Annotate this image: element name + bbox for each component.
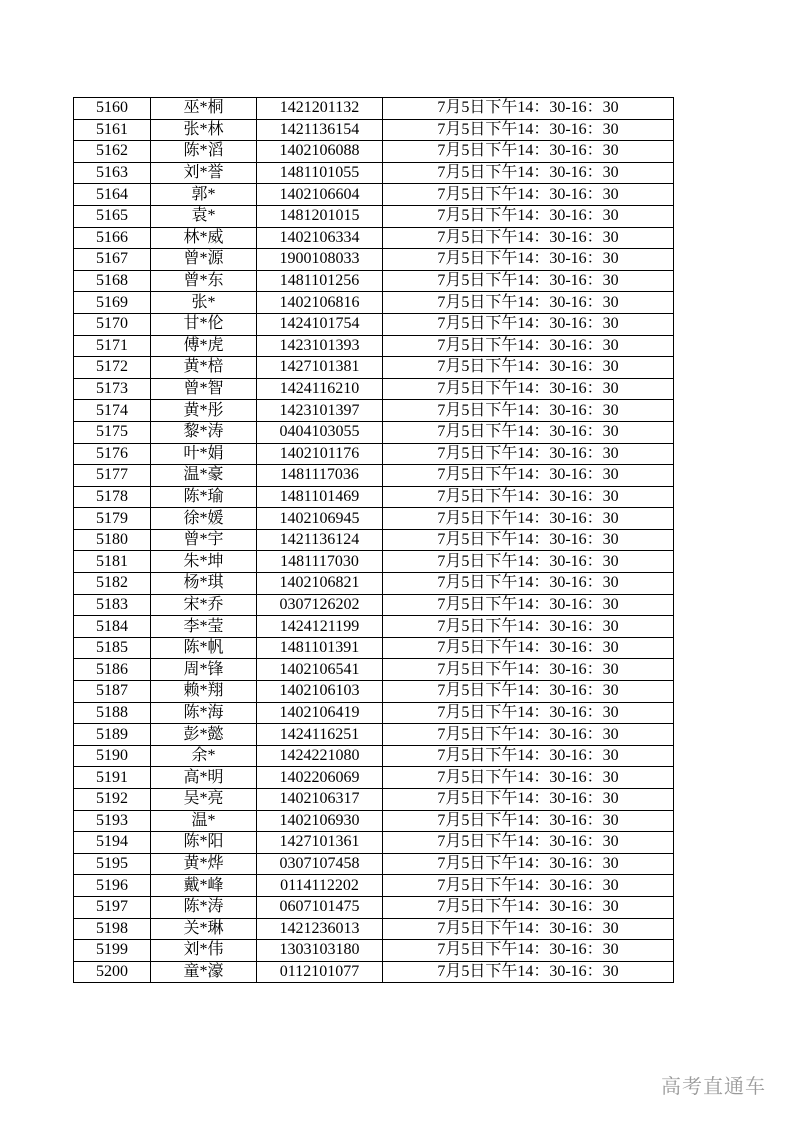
name-cell: 宋*乔 <box>151 594 257 616</box>
id-cell: 1421136154 <box>257 119 383 141</box>
name-cell: 陈*帆 <box>151 637 257 659</box>
id-cell: 1421136124 <box>257 529 383 551</box>
seq-cell: 5190 <box>74 745 151 767</box>
name-cell: 陈*阳 <box>151 832 257 854</box>
id-cell: 0607101475 <box>257 896 383 918</box>
table-row <box>74 875 674 897</box>
time-cell: 7月5日下午14：30-16：30 <box>383 875 674 897</box>
table-row <box>74 98 674 120</box>
seq-cell: 5183 <box>74 594 151 616</box>
time-cell: 7月5日下午14：30-16：30 <box>383 357 674 379</box>
seq-cell: 5187 <box>74 681 151 703</box>
time-cell: 7月5日下午14：30-16：30 <box>383 141 674 163</box>
seq-cell: 5166 <box>74 227 151 249</box>
seq-cell: 5178 <box>74 486 151 508</box>
name-cell: 陈*海 <box>151 702 257 724</box>
table-row <box>74 681 674 703</box>
time-cell: 7月5日下午14：30-16：30 <box>383 529 674 551</box>
id-cell: 1402106821 <box>257 573 383 595</box>
id-cell: 1421201132 <box>257 98 383 120</box>
seq-cell: 5197 <box>74 896 151 918</box>
name-cell: 刘*伟 <box>151 940 257 962</box>
id-cell: 0404103055 <box>257 421 383 443</box>
watermark-text: 高考直通车 <box>661 1074 766 1098</box>
name-cell: 曾*东 <box>151 270 257 292</box>
time-cell: 7月5日下午14：30-16：30 <box>383 810 674 832</box>
time-cell: 7月5日下午14：30-16：30 <box>383 270 674 292</box>
seq-cell: 5196 <box>74 875 151 897</box>
time-cell: 7月5日下午14：30-16：30 <box>383 940 674 962</box>
id-cell: 1421236013 <box>257 918 383 940</box>
table-row <box>74 616 674 638</box>
time-cell: 7月5日下午14：30-16：30 <box>383 767 674 789</box>
id-cell: 1402106103 <box>257 681 383 703</box>
id-cell: 1424221080 <box>257 745 383 767</box>
id-cell: 0112101077 <box>257 961 383 983</box>
seq-cell: 5169 <box>74 292 151 314</box>
id-cell: 1402106930 <box>257 810 383 832</box>
table-row <box>74 335 674 357</box>
id-cell: 1423101393 <box>257 335 383 357</box>
id-cell: 0114112202 <box>257 875 383 897</box>
table-row <box>74 249 674 271</box>
id-cell: 1481117036 <box>257 465 383 487</box>
time-cell: 7月5日下午14：30-16：30 <box>383 789 674 811</box>
time-cell: 7月5日下午14：30-16：30 <box>383 162 674 184</box>
id-cell: 1481101256 <box>257 270 383 292</box>
seq-cell: 5163 <box>74 162 151 184</box>
table-row <box>74 443 674 465</box>
roster-table <box>73 97 674 983</box>
time-cell: 7月5日下午14：30-16：30 <box>383 551 674 573</box>
time-cell: 7月5日下午14：30-16：30 <box>383 724 674 746</box>
id-cell: 1402106317 <box>257 789 383 811</box>
name-cell: 吴*亮 <box>151 789 257 811</box>
time-cell: 7月5日下午14：30-16：30 <box>383 227 674 249</box>
time-cell: 7月5日下午14：30-16：30 <box>383 616 674 638</box>
id-cell: 1427101361 <box>257 832 383 854</box>
id-cell: 1402106604 <box>257 184 383 206</box>
name-cell: 赖*翔 <box>151 681 257 703</box>
seq-cell: 5161 <box>74 119 151 141</box>
id-cell: 1402101176 <box>257 443 383 465</box>
seq-cell: 5171 <box>74 335 151 357</box>
table-row <box>74 162 674 184</box>
name-cell: 巫*桐 <box>151 98 257 120</box>
name-cell: 傅*虎 <box>151 335 257 357</box>
time-cell: 7月5日下午14：30-16：30 <box>383 443 674 465</box>
name-cell: 黄*彤 <box>151 400 257 422</box>
table-row <box>74 573 674 595</box>
name-cell: 林*威 <box>151 227 257 249</box>
table-row <box>74 421 674 443</box>
time-cell: 7月5日下午14：30-16：30 <box>383 98 674 120</box>
seq-cell: 5167 <box>74 249 151 271</box>
time-cell: 7月5日下午14：30-16：30 <box>383 659 674 681</box>
time-cell: 7月5日下午14：30-16：30 <box>383 702 674 724</box>
name-cell: 袁* <box>151 205 257 227</box>
time-cell: 7月5日下午14：30-16：30 <box>383 249 674 271</box>
id-cell: 0307107458 <box>257 853 383 875</box>
name-cell: 彭*懿 <box>151 724 257 746</box>
name-cell: 陈*瑜 <box>151 486 257 508</box>
id-cell: 1402106541 <box>257 659 383 681</box>
time-cell: 7月5日下午14：30-16：30 <box>383 853 674 875</box>
id-cell: 1402106334 <box>257 227 383 249</box>
id-cell: 0307126202 <box>257 594 383 616</box>
name-cell: 曾*宇 <box>151 529 257 551</box>
name-cell: 童*濠 <box>151 961 257 983</box>
seq-cell: 5200 <box>74 961 151 983</box>
table-row <box>74 465 674 487</box>
seq-cell: 5182 <box>74 573 151 595</box>
table-row <box>74 940 674 962</box>
table-row <box>74 141 674 163</box>
time-cell: 7月5日下午14：30-16：30 <box>383 378 674 400</box>
seq-cell: 5164 <box>74 184 151 206</box>
table-row <box>74 832 674 854</box>
id-cell: 1402106088 <box>257 141 383 163</box>
time-cell: 7月5日下午14：30-16：30 <box>383 896 674 918</box>
seq-cell: 5191 <box>74 767 151 789</box>
seq-cell: 5194 <box>74 832 151 854</box>
time-cell: 7月5日下午14：30-16：30 <box>383 335 674 357</box>
table-row <box>74 853 674 875</box>
name-cell: 陈*涛 <box>151 896 257 918</box>
table-row <box>74 789 674 811</box>
seq-cell: 5181 <box>74 551 151 573</box>
name-cell: 曾*智 <box>151 378 257 400</box>
id-cell: 1427101381 <box>257 357 383 379</box>
name-cell: 刘*誉 <box>151 162 257 184</box>
time-cell: 7月5日下午14：30-16：30 <box>383 918 674 940</box>
id-cell: 1402106816 <box>257 292 383 314</box>
seq-cell: 5177 <box>74 465 151 487</box>
id-cell: 1481201015 <box>257 205 383 227</box>
id-cell: 1424101754 <box>257 313 383 335</box>
name-cell: 温*豪 <box>151 465 257 487</box>
name-cell: 黎*涛 <box>151 421 257 443</box>
table-row <box>74 529 674 551</box>
seq-cell: 5175 <box>74 421 151 443</box>
table-row <box>74 551 674 573</box>
id-cell: 1424116210 <box>257 378 383 400</box>
name-cell: 高*明 <box>151 767 257 789</box>
table-row <box>74 400 674 422</box>
id-cell: 1481101055 <box>257 162 383 184</box>
table-row <box>74 896 674 918</box>
table-row <box>74 292 674 314</box>
seq-cell: 5176 <box>74 443 151 465</box>
time-cell: 7月5日下午14：30-16：30 <box>383 184 674 206</box>
table-row <box>74 184 674 206</box>
id-cell: 1402106419 <box>257 702 383 724</box>
time-cell: 7月5日下午14：30-16：30 <box>383 205 674 227</box>
time-cell: 7月5日下午14：30-16：30 <box>383 486 674 508</box>
time-cell: 7月5日下午14：30-16：30 <box>383 508 674 530</box>
name-cell: 曾*源 <box>151 249 257 271</box>
name-cell: 陈*滔 <box>151 141 257 163</box>
table-row <box>74 378 674 400</box>
table-row <box>74 357 674 379</box>
seq-cell: 5165 <box>74 205 151 227</box>
seq-cell: 5168 <box>74 270 151 292</box>
id-cell: 1900108033 <box>257 249 383 271</box>
name-cell: 叶*娟 <box>151 443 257 465</box>
table-row <box>74 702 674 724</box>
time-cell: 7月5日下午14：30-16：30 <box>383 313 674 335</box>
table-row <box>74 508 674 530</box>
id-cell: 1402206069 <box>257 767 383 789</box>
seq-cell: 5186 <box>74 659 151 681</box>
time-cell: 7月5日下午14：30-16：30 <box>383 400 674 422</box>
time-cell: 7月5日下午14：30-16：30 <box>383 421 674 443</box>
name-cell: 杨*琪 <box>151 573 257 595</box>
table-row <box>74 745 674 767</box>
seq-cell: 5185 <box>74 637 151 659</box>
name-cell: 郭* <box>151 184 257 206</box>
name-cell: 黄*烨 <box>151 853 257 875</box>
table-row <box>74 227 674 249</box>
id-cell: 1423101397 <box>257 400 383 422</box>
name-cell: 张* <box>151 292 257 314</box>
seq-cell: 5184 <box>74 616 151 638</box>
roster-body <box>74 98 674 983</box>
seq-cell: 5174 <box>74 400 151 422</box>
table-row <box>74 270 674 292</box>
seq-cell: 5195 <box>74 853 151 875</box>
table-row <box>74 767 674 789</box>
id-cell: 1303103180 <box>257 940 383 962</box>
time-cell: 7月5日下午14：30-16：30 <box>383 573 674 595</box>
time-cell: 7月5日下午14：30-16：30 <box>383 119 674 141</box>
table-row <box>74 119 674 141</box>
seq-cell: 5188 <box>74 702 151 724</box>
seq-cell: 5170 <box>74 313 151 335</box>
time-cell: 7月5日下午14：30-16：30 <box>383 637 674 659</box>
name-cell: 关*琳 <box>151 918 257 940</box>
time-cell: 7月5日下午14：30-16：30 <box>383 745 674 767</box>
time-cell: 7月5日下午14：30-16：30 <box>383 681 674 703</box>
seq-cell: 5198 <box>74 918 151 940</box>
time-cell: 7月5日下午14：30-16：30 <box>383 465 674 487</box>
name-cell: 余* <box>151 745 257 767</box>
table-row <box>74 313 674 335</box>
table-row <box>74 594 674 616</box>
seq-cell: 5172 <box>74 357 151 379</box>
id-cell: 1424116251 <box>257 724 383 746</box>
table-row <box>74 961 674 983</box>
id-cell: 1481117030 <box>257 551 383 573</box>
id-cell: 1402106945 <box>257 508 383 530</box>
table-row <box>74 659 674 681</box>
seq-cell: 5189 <box>74 724 151 746</box>
table-row <box>74 918 674 940</box>
table-row <box>74 486 674 508</box>
seq-cell: 5179 <box>74 508 151 530</box>
time-cell: 7月5日下午14：30-16：30 <box>383 832 674 854</box>
table-row <box>74 724 674 746</box>
name-cell: 李*莹 <box>151 616 257 638</box>
table-row <box>74 205 674 227</box>
name-cell: 朱*坤 <box>151 551 257 573</box>
seq-cell: 5180 <box>74 529 151 551</box>
seq-cell: 5192 <box>74 789 151 811</box>
name-cell: 张*林 <box>151 119 257 141</box>
name-cell: 戴*峰 <box>151 875 257 897</box>
seq-cell: 5193 <box>74 810 151 832</box>
name-cell: 甘*伦 <box>151 313 257 335</box>
id-cell: 1481101391 <box>257 637 383 659</box>
id-cell: 1481101469 <box>257 486 383 508</box>
id-cell: 1424121199 <box>257 616 383 638</box>
name-cell: 徐*媛 <box>151 508 257 530</box>
time-cell: 7月5日下午14：30-16：30 <box>383 594 674 616</box>
name-cell: 温* <box>151 810 257 832</box>
table-row <box>74 810 674 832</box>
seq-cell: 5160 <box>74 98 151 120</box>
seq-cell: 5173 <box>74 378 151 400</box>
time-cell: 7月5日下午14：30-16：30 <box>383 292 674 314</box>
name-cell: 周*锋 <box>151 659 257 681</box>
seq-cell: 5199 <box>74 940 151 962</box>
table-row <box>74 637 674 659</box>
seq-cell: 5162 <box>74 141 151 163</box>
name-cell: 黄*棓 <box>151 357 257 379</box>
time-cell: 7月5日下午14：30-16：30 <box>383 961 674 983</box>
